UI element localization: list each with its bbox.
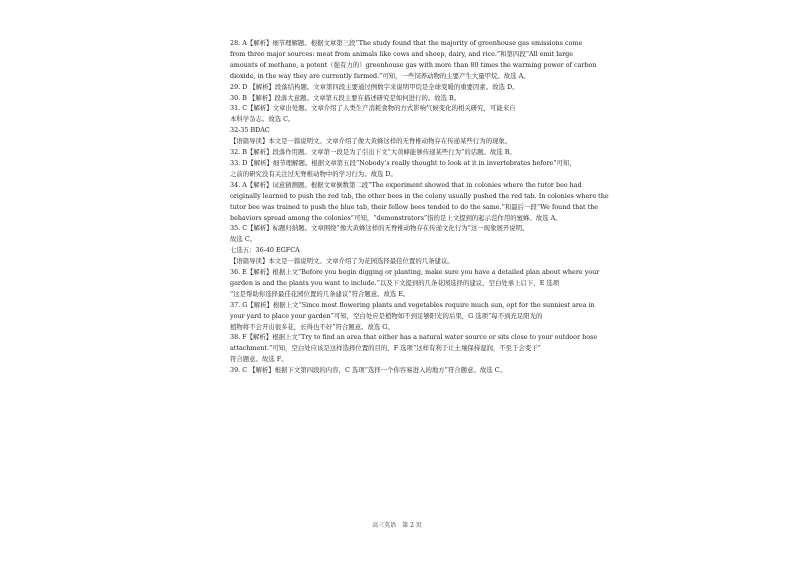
- text-line: 31. C【解析】文章出处题。文章介绍了人类生产消耗食物的方式影响气候变化的相关研究，可能来自: [230, 104, 516, 113]
- text-line: 符合题意。故选 F。: [230, 355, 288, 364]
- text-line: 32-35 BDAC: [230, 126, 270, 135]
- text-line: 30. B 【解析】段落大意题。文章第五段主要在描述研究是如何进行的。故选 B。: [230, 93, 461, 102]
- text-line: 34. A【解析】词意猜测题。根据文章倒数第二段“The experiment showed that in colonies where the tutor bee had: [230, 180, 582, 189]
- text-line: your yard to place your garden”可知，空白处应是植物如不到足够阳光的后果，G 选项“每不到充足阳光的: [230, 311, 543, 320]
- text-line: 39. C 【解析】根据下文第四段的内容，C 选项“选择一个你容易进入的地方”符合题意。故选 C。: [230, 366, 506, 375]
- text-line: 本科学杂志。故选 C。: [230, 115, 295, 124]
- text-line: 故选 C。: [230, 235, 257, 244]
- text-line: garden is and the plants you want to include.”以及下文提到的几条花园选择的建议，空白处承上启下，E 选项: [230, 278, 560, 287]
- text-line: 36. E【解析】根据上文“Before you begin digging or planting, make sure you have a detailed plan about where your: [230, 268, 600, 277]
- text-line: 35. C【解析】标题归纳题。文章围绕“像大黄蜂这样的无脊椎动物存在传递文化行为”这一现象展开说明。: [230, 224, 529, 233]
- text-line: 37. G【解析】根据上文“Since most flowering plants and vegetables require much sun, opt for the sunniest area in: [230, 300, 595, 309]
- text-line: 32. B【解析】段落作用题。文章第一段是为了引出下文“大黄蜂能够传递某些行为”的话题。故选 B。: [230, 148, 516, 157]
- text-line: 29. D 【解析】段落结构题。文章第四段主要通过例数字来说明甲烷是全球变暖的重要因素。故选 D。: [230, 82, 519, 91]
- text-line: 28. A【解析】细节理解题。根据文章第三段“The study found that the majority of greenhouse gas emissions come: [230, 39, 583, 47]
- text-line: 植物将不会开出很多花，长得也不好”符合题意。故选 G。: [230, 322, 394, 331]
- text-line: amounts of methane, a potent（强有力的）greenhouse gas with more than 80 times the warming power of carbon: [230, 60, 597, 69]
- text-line: 【语篇导读】本文是一篇说明文。文章介绍了像大黄蜂这样的无脊椎动物存在传递某些行为的现象。: [230, 137, 512, 146]
- text-line: from three major sources: meat from animals like cows and sheep, dairy, and rice.”和第四段“All emit large: [230, 49, 574, 58]
- text-line: 七选五：36-40 EGFCA: [230, 246, 300, 255]
- text-line: dioxide, in the way they are currently farmed.”可知，一些饲养动物的主要产生大量甲烷。故选 A。: [230, 71, 530, 80]
- text-line: 33. D【解析】细节理解题。根据文章第五段“Nobody’s really thought to look at it in invertebrates before”可知，: [230, 158, 576, 167]
- answer-explanations: [230, 38, 609, 376]
- text-line: behaviors spread among the colonies”可知，“demonstrators”指的是上文提到的起示范作用的蜜蜂。故选 A。: [230, 213, 562, 222]
- text-line: 【语篇导读】本文是一篇说明文。文章介绍了为花园选择最佳位置的几条建议。: [230, 257, 454, 266]
- text-line: originally learned to push the red tab, the other bees in the colony usually pushed the red tab. In colonies where the: [230, 191, 609, 200]
- text-line: tutor bee was trained to push the blue tab, their fellow bees tended to do the same.”和最后一段“We found that the: [230, 202, 599, 211]
- text-line: “这是帮助你选择最佳花园位置的几条建议”符合题意。故选 E。: [230, 289, 410, 298]
- text-line: 之前的研究没有关注过无脊椎动物中的学习行为。故选 D。: [230, 169, 397, 178]
- text-line: 38. F【解析】根据上文“Try to find an area that either has a natural water source or sits close to your outdoor hose: [230, 333, 598, 342]
- text-line: attachment.”可知，空白处应该是这样选择位置的目的，F 选项“这样有利于让土壤保持湿润，不至于会变干”: [230, 344, 541, 353]
- page-footer: 高三英语 第 2 页: [372, 522, 422, 529]
